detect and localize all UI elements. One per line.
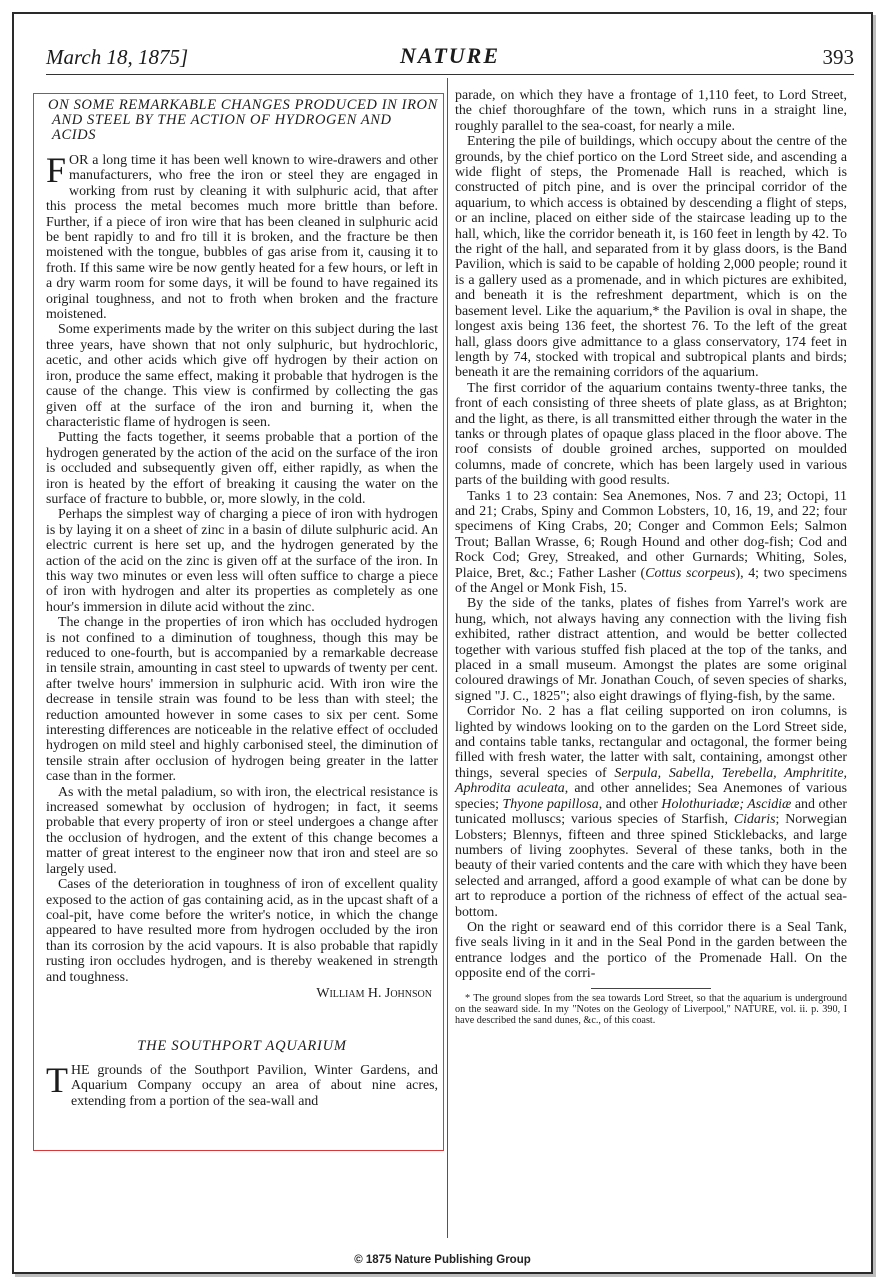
article1-paragraph: Putting the facts together, it seems probable that a portion of the hydrogen generated by the action of the acid on the surface of the iron is occluded and subsequently given off, either rapidly, as when the iron is heated by the effort of breaking it causing the water on the surface of fracture to bubble, or, more slowly, in the cold. — [46, 430, 438, 507]
article2-paragraph: Corridor No. 2 has a flat ceiling supported on iron columns, is lighted by windows looking on to the garden on the Lord Street side, and contains table tanks, rectangular and octagonal, the former being filled with fresh water, the latter with salt, containing, amongst other things, several species of Serpula, Sabella, Terebella, Amphritite, Aphrodita aculeata, and other annelides; Sea Anemones of various species; Thyone papillosa, and other Holothuriadæ; Ascidiæ and other tunicated molluscs; various species of Starfish, Cidaris; Norwegian Lobsters; Blennys, fifteen and three spined Sticklebacks, and large numbers of living zoophytes. Several of these tanks, both in the beauty of their varied contents and the care with which they have been selected and arranged, afford a good example of what can be done by art to reproduce a portion of the richness of effect of the actual sea-bottom. — [455, 704, 847, 920]
journal-title: NATURE — [399, 43, 501, 68]
author-signature: William H. Johnson — [316, 985, 432, 1001]
article1-paragraph: Perhaps the simplest way of charging a piece of iron with hydrogen is by laying it on a sheet of zinc in a basin of dilute sulphuric acid. An electric current is here set up, and the hydrogen generated by the action of the acid on the zinc is given off at the surface of the iron. In this way two minutes or even less will often suffice to charge a piece of iron with hydrogen and alter its properties as completely as one hour's immersion in dilute acid without the zinc. — [46, 507, 438, 615]
article1-paragraph: FOR a long time it has been well known to wire-drawers and other manufacturers, who free the iron or steel they are engaged in working from rust by cleaning it with sulphuric acid, that after this process the metal becomes much more brittle than before. Further, if a piece of iron wire that has been cleaned in sulphuric acid be bent rapidly to and fro till it is broken, and the fracture be then moistened with the tongue, bubbles of gas arise from it, causing it to froth. If this same wire be now gently heated for a few hours, or left in a dry warm room for some days, it will be found to have regained its original toughness, and not to froth when broken and the fracture moistened. — [46, 150, 438, 323]
article1-paragraph: Some experiments made by the writer on this subject during the last three years, have shown that not only sulphuric, but hydrochloric, acetic, and other acids which give off hydrogen by their action on iron, produce the same effect, making it probable that hydrogen is the cause of the change. This view is confirmed by collecting the gas given off at the surface of the iron and burning it, when the characteristic flame of hydrogen is seen. — [46, 322, 438, 430]
column-divider — [447, 78, 448, 1238]
article2-paragraph: THE grounds of the Southport Pavilion, Winter Gardens, and Aquarium Company occupy an area of about nine acres, extending from a portion of the sea-wall and — [46, 1059, 438, 1109]
footnote: * The ground slopes from the sea towards Lord Street, so that the aquarium is underground on the seaward side. In my "Notes on the Geology of Liverpool," NATURE, vol. ii. p. 390, I have described the sand dunes, &c., of this coast. — [455, 992, 847, 1026]
header-rule — [46, 74, 854, 75]
article1-paragraph: Cases of the deterioration in toughness of iron of excellent quality exposed to the action of gas containing acid, as in the upcast shaft of a coal-pit, have come before the writer's notice, in which the change appeared to have resulted more from hydrogen occluded by the iron than its corrosion by the acid vapours. It is also probable that rapidly rusting iron occludes hydrogen, and is thereby weakened in strength and toughness. — [46, 877, 438, 985]
footnote-rule — [591, 988, 711, 989]
left-column — [46, 98, 438, 1109]
drop-cap: T — [46, 1059, 68, 1100]
copyright-notice: © 1875 Nature Publishing Group — [354, 1254, 531, 1266]
page-number: 393 — [822, 45, 854, 69]
article2-paragraph: Entering the pile of buildings, which occupy about the centre of the grounds, by the chief portico on the Lord Street side, and ascending a wide flight of steps, the Promenade Hall is reached, which is constructed of pitch pine, and is over the principal corridor of the aquarium, to which access is obtained by descending a flight of steps, or an incline, placed on either side of the staircase leading up to the hall, which, like the corridor beneath it, is 160 feet in length by 42. To the right of the hall, and separated from it by glass doors, is the Band Pavilion, which is said to be capable of holding 2,000 people; round it is a gallery used as a promenade, and in which pictures are exhibited, and beneath it is the refreshment department, which is on the basement level. Like the aquarium,* the Pavilion is oval in shape, the longest axis being 136 feet, the shortest 76. To the left of the great hall, glass doors give admittance to a glass conservatory, 174 feet in length by 74, stocked with tropical and subtropical plants and birds; beneath it are the remaining corridors of the aquarium. — [455, 134, 847, 381]
article1-paragraph: As with the metal paladium, so with iron, the electrical resistance is increased somewhat by occlusion of hydrogen; in fact, it seems probable that every property of iron or steel undergoes a change after the occlusion of hydrogen, and the extent of this change becomes a matter of great interest to the engineer now that iron and steel are so largely used. — [46, 784, 438, 877]
page-header — [46, 43, 854, 73]
article1-title: ON SOME REMARKABLE CHANGES PRODUCED IN IRON AND STEEL BY THE ACTION OF HYDROGEN AND ACIDS — [48, 97, 438, 143]
drop-cap: F — [46, 150, 67, 190]
article2-paragraph: By the side of the tanks, plates of fishes from Yarrel's work are hung, which, not always having any connection with the living fish exhibited, rather distract attention, and would be better collected together with various stuffed fish placed at the top of the tanks, and placed in a small museum. Amongst the plates are some original coloured drawings of Mr. Jonathan Couch, of seven species of sharks, signed "J. C., 1825"; also eight drawings of flying-fish, by the same. — [455, 596, 847, 704]
article1-paragraph: The change in the properties of iron which has occluded hydrogen is not confined to a diminution of toughness, though this may be reduced to one-fourth, but is accompanied by a remarkable decrease in tensile strain, amounting in cast steel to upwards of twenty per cent. after twelve hours' immersion in sulphuric acid. With iron wire the decrease in tensile strain was found to be less than with steel; the reduction amounted however in some cases to six per cent. Some interesting differences are noticeable in the relative effect of occluded hydrogen on mild steel and highly carbonised steel, the diminution of tensile strain after occlusion of hydrogen being greater in the latter case than in the former. — [46, 615, 438, 785]
article2-paragraph: Tanks 1 to 23 contain: Sea Anemones, Nos. 7 and 23; Octopi, 11 and 21; Crabs, Spiny and Common Lobsters, 10, 16, 19, and 22; four specimens of King Crabs, 20; Conger and Common Eels; Salmon Trout; Ballan Wrasse, 6; Rough Hound and other dog-fish; Cod and Rock Cod; Grey, Streaked, and other Gurnards; Whiting, Soles, Plaice, Bret, &c.; Father Lasher (Cottus scorpeus), 4; two specimens of the Angel or Monk Fish, 15. — [455, 488, 848, 596]
article2-paragraph: On the right or seaward end of this corridor there is a Seal Tank, five seals living in it and in the Seal Pond in the garden between the entrance lodges and the portico of the Promenade Hall. On the opposite end of the corri- — [455, 919, 847, 982]
article2-paragraph: The first corridor of the aquarium contains twenty-three tanks, the front of each consisting of three sheets of plate glass, as at Brighton; and the light, as there, is all transmitted either through the water in the tanks or through plates of opaque glass placed in the floor above. The roof consists of double groined arches, supported on moulded columns, made of concrete, which has been largely used in various parts of the building with good results. — [455, 380, 847, 489]
article2-paragraph: parade, on which they have a frontage of 1,110 feet, to Lord Street, the chief thoroughfare of the town, which runs in a straight line, roughly parallel to the sea-coast, for nearly a mile. — [455, 88, 847, 134]
right-column — [455, 88, 847, 1026]
issue-date: March 18, 1875] — [46, 45, 189, 69]
article2-title: THE SOUTHPORT AQUARIUM — [137, 1038, 347, 1055]
